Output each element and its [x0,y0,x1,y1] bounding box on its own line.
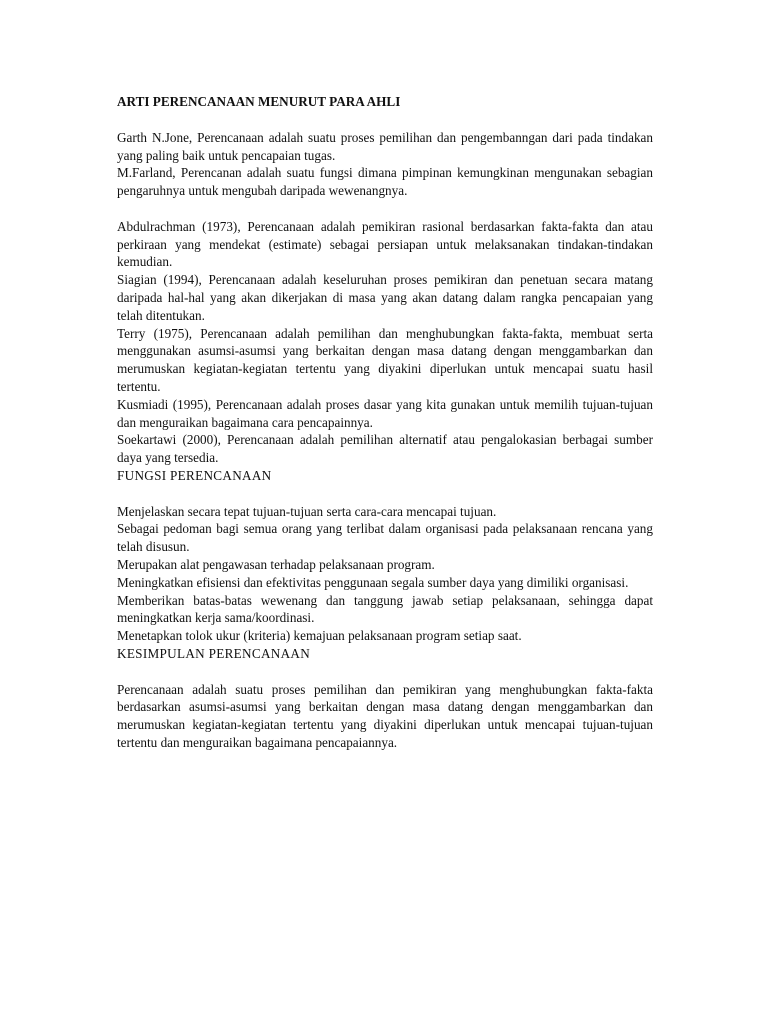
paragraph-abdulrachman: Abdulrachman (1973), Perencanaan adalah pemikiran rasional berdasarkan fakta-fakta dan atau perkiraan yang mendekat (estimate) sebagai persiapan untuk melaksanakan tindakan-tindakan kemudian. [117,218,653,270]
section-heading-kesimpulan: KESIMPULAN PERENCANAAN [117,645,311,661]
paragraph-soekartawi: Soekartawi (2000), Perencanaan adalah pemilihan alternatif atau pengalokasian berbagai sumber daya yang tersedia. [117,432,653,466]
paragraph-kesimpulan: Perencanaan adalah suatu proses pemilihan dan pemikiran yang menghubungkan fakta-fakta berdasarkan asumsi-asumsi yang berkaitan dengan masa datang dengan menggambarkan dan merumuskan kegiatan-kegiatan tertentu yang diyakini diperlukan untuk mencapai tujuan-tujuan tertentu dan menguraikan bagaimana pencapaiannya. [117,681,653,750]
fungsi-item: Menetapkan tolok ukur (kriteria) kemajuan pelaksanaan program setiap saat. [117,628,522,644]
paragraph-siagian: Siagian (1994), Perencanaan adalah keseluruhan proses pemikiran dan penetuan secara matang daripada hal-hal yang akan dikerjakan di masa yang akan datang dalam rangka pencapaian yang telah ditentukan. [117,272,653,323]
fungsi-item: Memberikan batas-batas wewenang dan tanggung jawab setiap pelaksanaan, sehingga dapat meningkatkan kerja sama/koordinasi. [117,592,653,626]
fungsi-item: Sebagai pedoman bagi semua orang yang terlibat dalam organisasi pada pelaksanaan rencana yang telah disusun. [117,521,653,555]
paragraph-spacer [117,663,653,681]
paragraph-spacer [117,200,653,218]
section-heading-fungsi: FUNGSI PERENCANAAN [117,467,272,483]
fungsi-item: Menjelaskan secara tepat tujuan-tujuan serta cara-cara mencapai tujuan. [117,503,497,519]
fungsi-item: Meningkatkan efisiensi dan efektivitas penggunaan segala sumber daya yang dimiliki organisasi. [117,574,629,590]
paragraph-terry: Terry (1975), Perencanaan adalah pemilihan dan menghubungkan fakta-fakta, membuat serta menggunakan asumsi-asumsi yang berkaitan dengan masa datang dengan menggambarkan dan merumuskan kegiatan-kegiatan tertentu yang diyakini diperlukan untuk mencapai suatu hasil tertentu. [117,325,653,394]
document-page [117,93,653,752]
paragraph-kusmiadi: Kusmiadi (1995), Perencanaan adalah proses dasar yang kita gunakan untuk memilih tujuan-tujuan dan menguraikan bagaimana cara pencapainnya. [117,396,653,430]
document-title: ARTI PERENCANAAN MENURUT PARA AHLI [117,94,401,109]
paragraph-garth-jone: Garth N.Jone, Perencanaan adalah suatu proses pemilihan dan pengembanngan dari pada tindakan yang paling baik untuk pencapaian tugas. [117,129,653,163]
paragraph-spacer [117,485,653,503]
fungsi-item: Merupakan alat pengawasan terhadap pelaksanaan program. [117,556,435,572]
paragraph-farland: M.Farland, Perencanan adalah suatu fungsi dimana pimpinan kemungkinan mengunakan sebagian pengaruhnya untuk mengubah daripada wewenangnya. [117,165,653,199]
